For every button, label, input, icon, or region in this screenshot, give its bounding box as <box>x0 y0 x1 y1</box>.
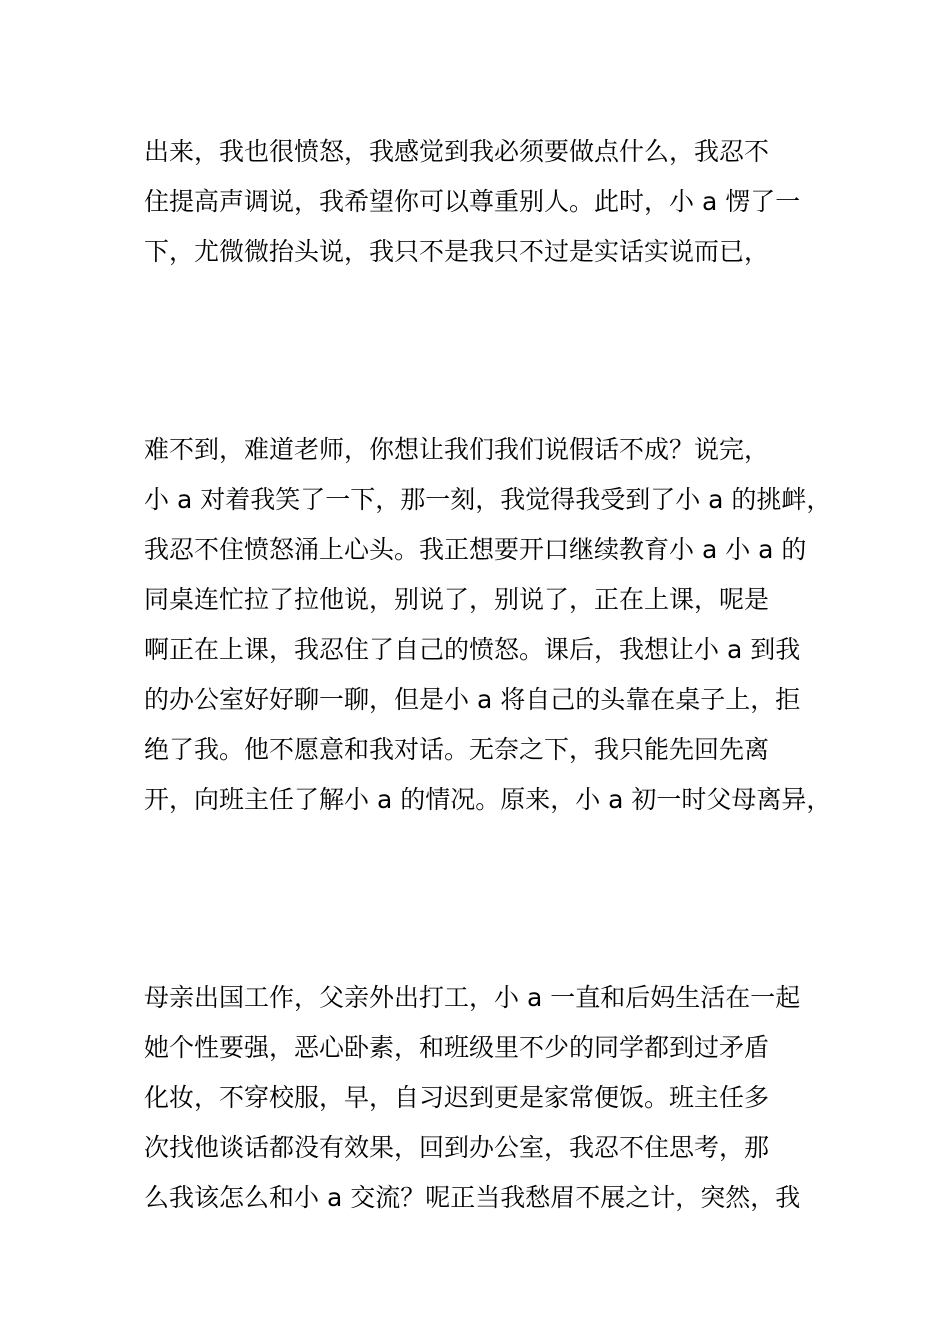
text-line: 开，向班主任了解小 a 的情况。原来，小 a 初一时父母离异， <box>144 785 832 814</box>
text-line: 同桌连忙拉了拉他说，别说了，别说了，正在上课，呢是 <box>144 585 770 614</box>
text-line: 啊正在上课，我忍住了自己的愤怒。课后，我想让小 a 到我 <box>144 635 801 664</box>
text-line: 出来，我也很愤怒，我感觉到我必须要做点什么，我忍不 <box>144 137 770 166</box>
paragraph-1 <box>144 127 844 277</box>
text-line: 我忍不住愤怒涌上心头。我正想要开口继续教育小 a 小 a 的 <box>144 535 807 564</box>
text-line: 她个性要强，恶心卧素，和班级里不少的同学都到过矛盾 <box>144 1033 770 1062</box>
text-line: 次找他谈话都没有效果，回到办公室，我忍不住思考，那 <box>144 1133 770 1162</box>
text-line: 么我该怎么和小 a 交流？呢正当我愁眉不展之计，突然，我 <box>144 1183 801 1212</box>
text-line: 母亲出国工作，父亲外出打工，小 a 一直和后妈生活在一起 <box>144 983 801 1012</box>
text-line: 绝了我。他不愿意和我对话。无奈之下，我只能先回先离 <box>144 735 770 764</box>
text-line: 难不到，难道老师，你想让我们我们说假话不成？说完， <box>144 435 770 464</box>
text-line: 住提高声调说，我希望你可以尊重别人。此时，小 a 愣了一 <box>144 187 801 216</box>
paragraph-2 <box>144 425 844 825</box>
text-line: 下，尤微微抬头说，我只不是我只不过是实话实说而已， <box>144 237 770 266</box>
text-line: 化妆，不穿校服，早，自习迟到更是家常便饭。班主任多 <box>144 1083 770 1112</box>
paragraph-3 <box>144 973 844 1223</box>
text-line: 的办公室好好聊一聊，但是小 a 将自己的头靠在桌子上，拒 <box>144 685 801 714</box>
text-line: 小 a 对着我笑了一下，那一刻，我觉得我受到了小 a 的挑衅， <box>144 485 832 514</box>
